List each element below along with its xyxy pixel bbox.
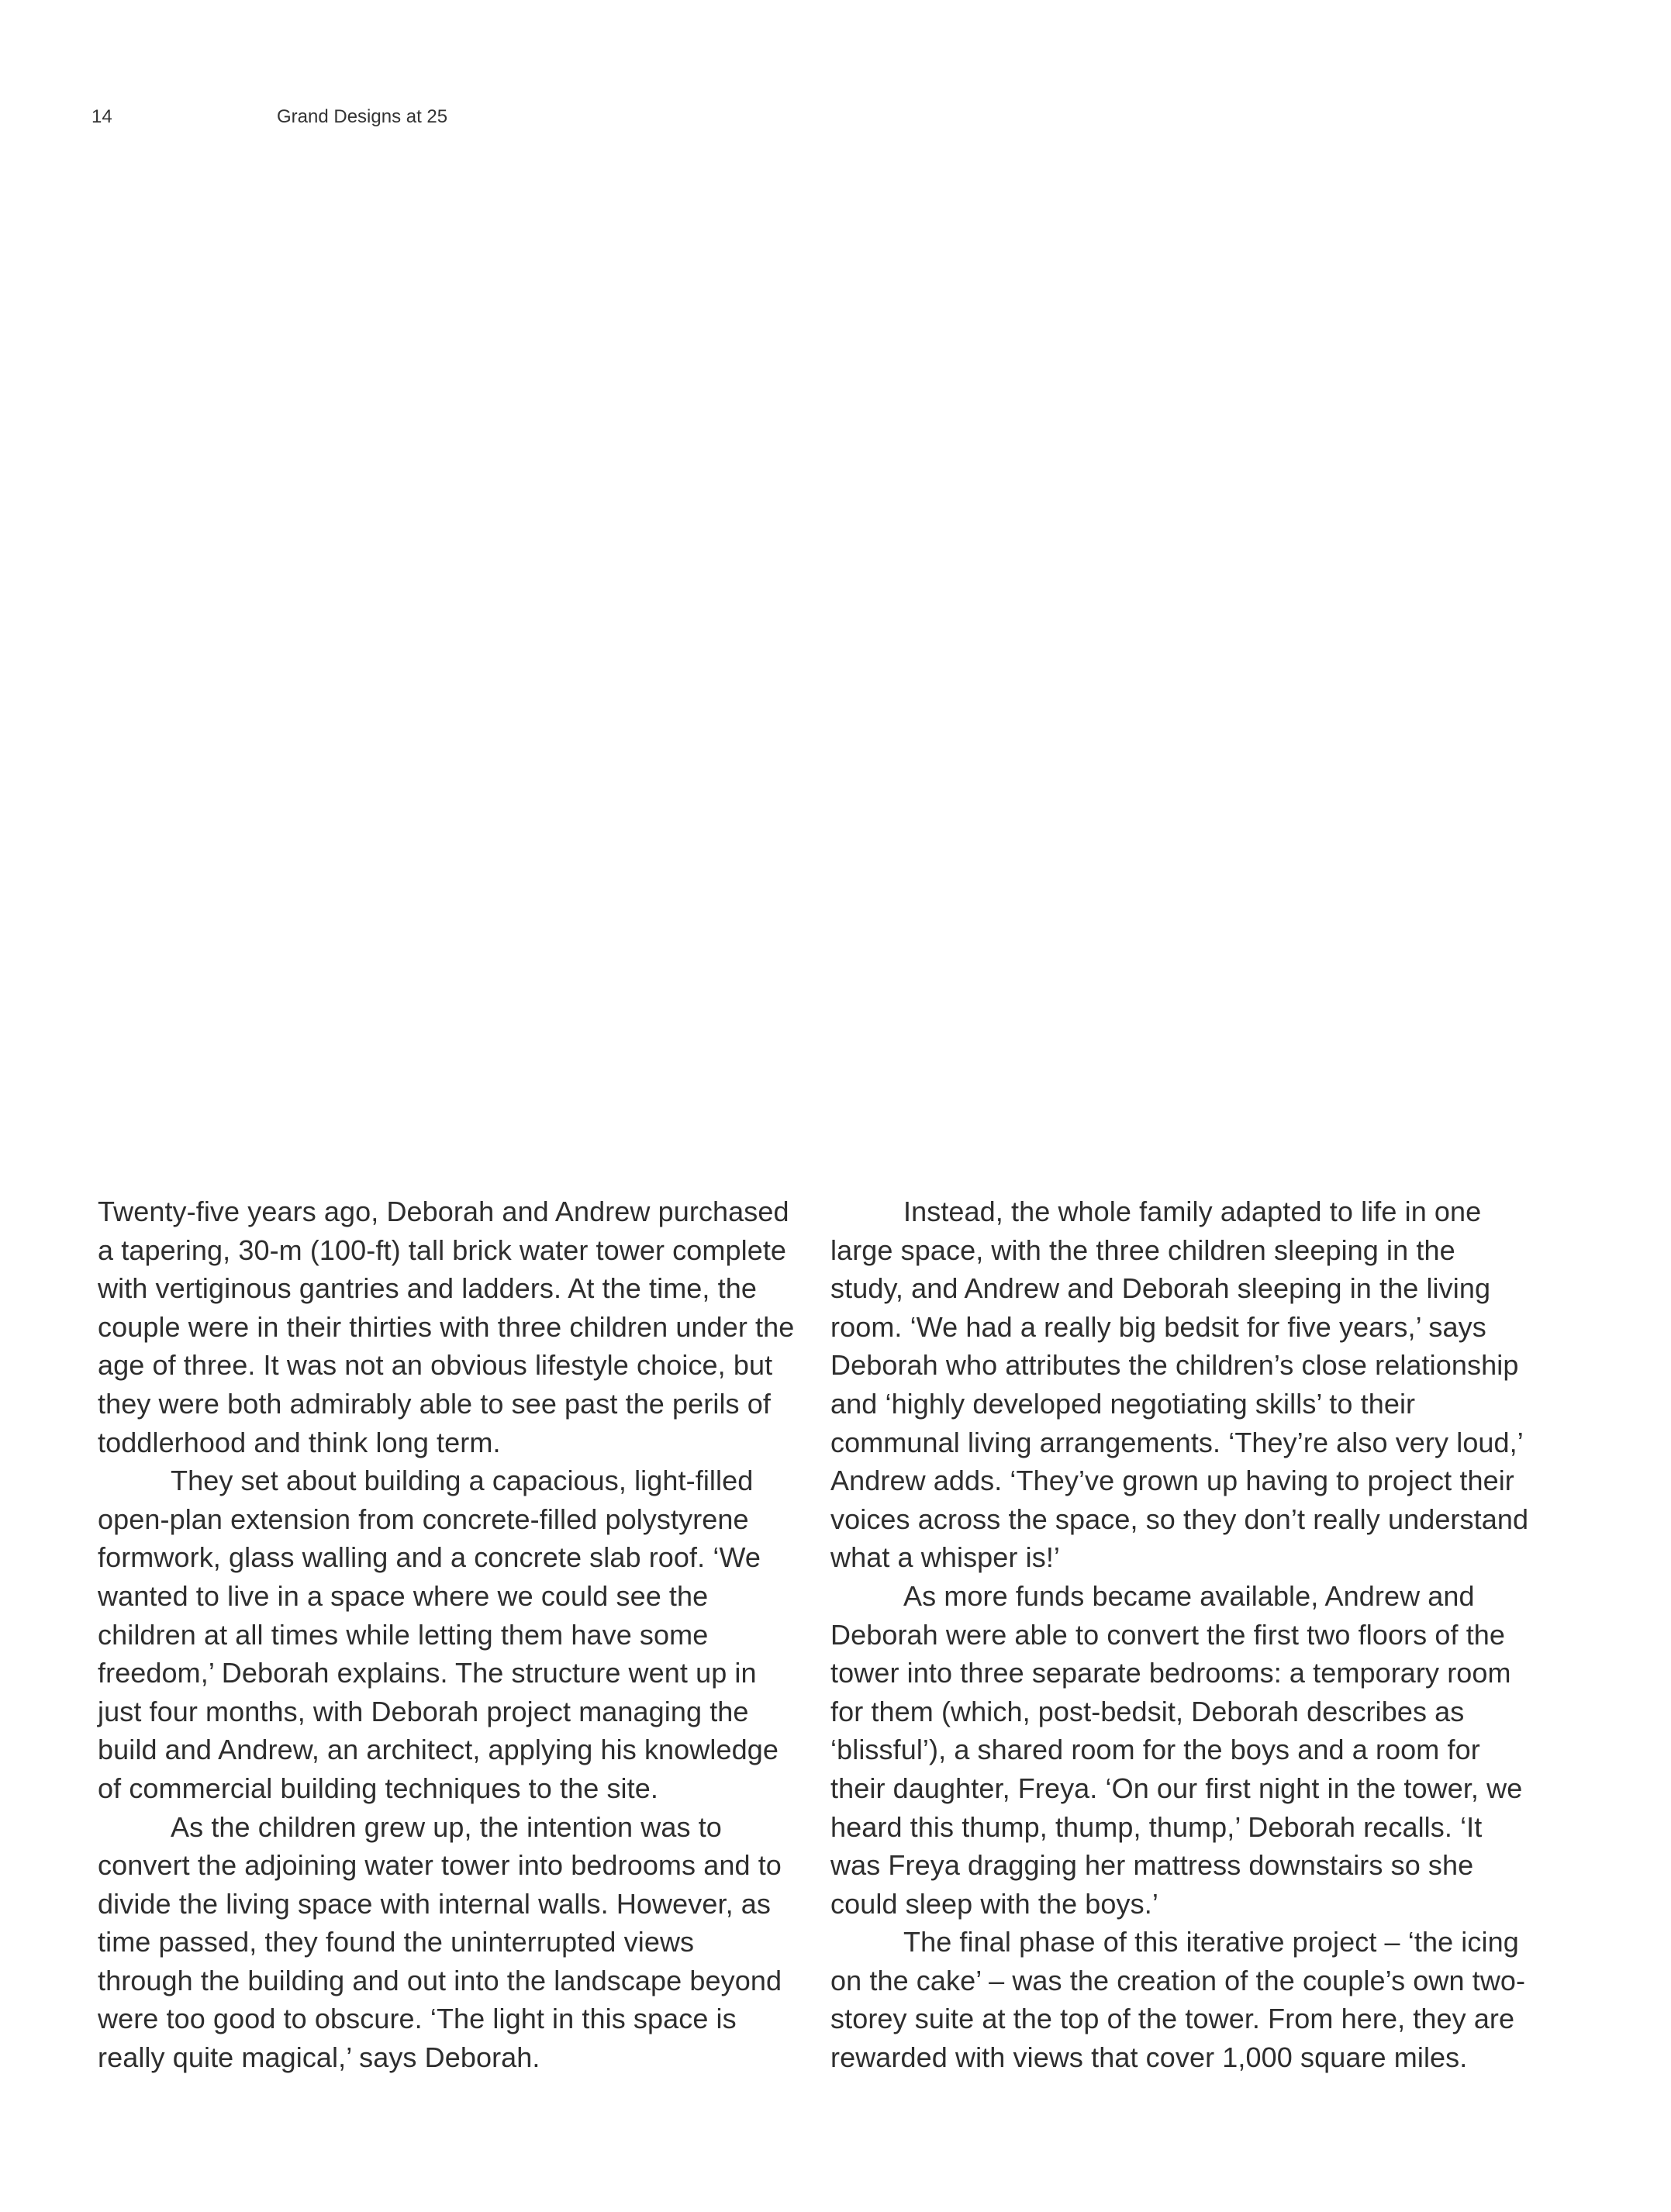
article-right-column bbox=[830, 1192, 1532, 2077]
page-number: 14 bbox=[91, 106, 112, 127]
paragraph: The final phase of this iterative project – ‘the icing on the cake’ – was the creation of the couple’s own two-storey suite at the top of the tower. From here, they are rewarded with views that cover 1,000 square miles. bbox=[830, 1926, 1526, 2074]
article-left-column bbox=[98, 1192, 796, 2077]
paragraph: Twenty-five years ago, Deborah and Andrew purchased a tapering, 30-m (100-ft) tall brick water tower complete with vertiginous gantries and ladders. At the time, the couple were in their thirties with three children under the age of three. It was not an obvious lifestyle choice, but they were both admirably able to see past the perils of toddlerhood and think long term. bbox=[98, 1196, 795, 1458]
paragraph: As more funds became available, Andrew and Deborah were able to convert the first two floors of the tower into three separate bedrooms: a temporary room for them (which, post-bedsit, Deborah describes as ‘blissful’), a shared room for the boys and a room for their daughter, Freya. ‘On our first night in the tower, we heard this thump, thump, thump,’ Deborah recalls. ‘It was Freya dragging her mattress downstairs so she could sleep with the boys.’ bbox=[830, 1579, 1523, 1920]
blank-image-area bbox=[0, 147, 1671, 1155]
paragraph: They set about building a capacious, light-filled open-plan extension from concrete-filled polystyrene formwork, glass walling and a concrete slab roof. ‘We wanted to live in a space where we could see the children at all times while letting them have some freedom,’ Deborah explains. The structure went up in just four months, with Deborah project managing the build and Andrew, an architect, applying his knowledge of commercial building techniques to the site. bbox=[98, 1465, 779, 1804]
paragraph: As the children grew up, the intention was to convert the adjoining water tower into bedrooms and to divide the living space with internal walls. However, as time passed, they found the uninterrupted views through the building and out into the landscape beyond were too good to obscure. ‘The light in this space is really quite magical,’ says Deborah. bbox=[98, 1810, 782, 2074]
running-title: Grand Designs at 25 bbox=[277, 106, 448, 127]
paragraph: Instead, the whole family adapted to life in one large space, with the three children sleeping in the study, and Andrew and Deborah sleeping in the living room. ‘We had a really big bedsit for five years,’ says Deborah who attributes the children’s close relationship and ‘highly developed negotiating skills’ to their communal living arrangements. ‘They’re also very loud,’ Andrew adds. ‘They’ve grown up having to project their voices across the space, so they don’t really understand what a whisper is!’ bbox=[830, 1196, 1529, 1574]
